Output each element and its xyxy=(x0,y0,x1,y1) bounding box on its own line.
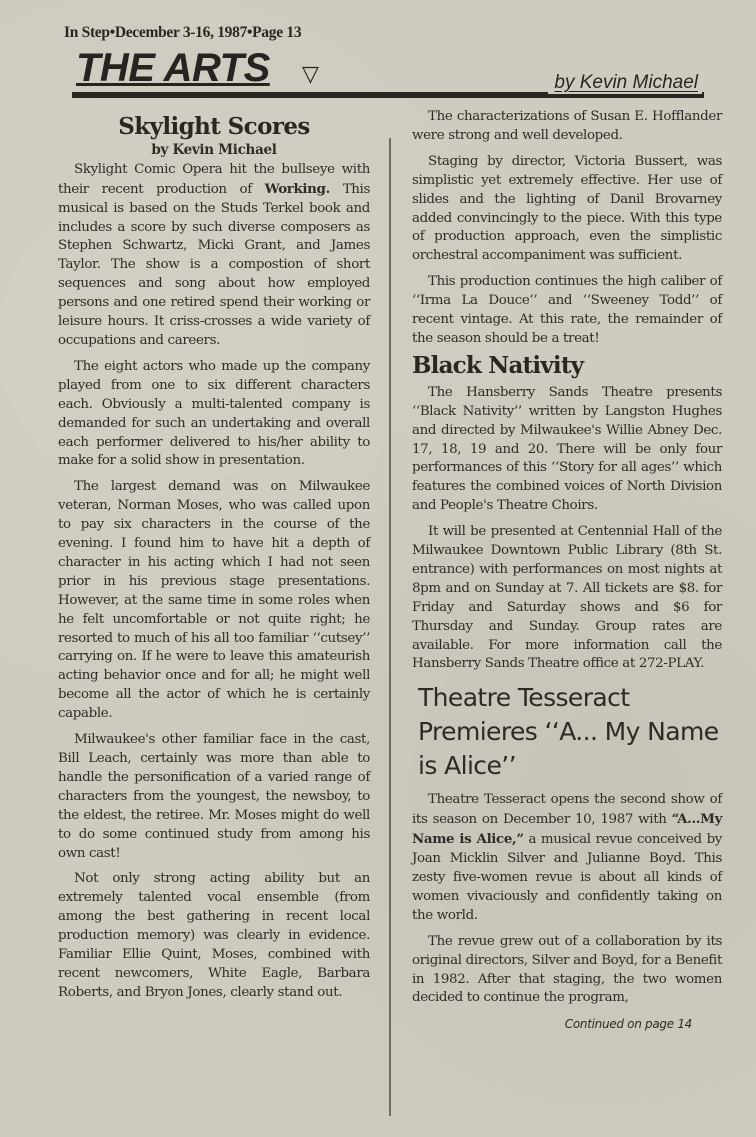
show-title: Working. xyxy=(264,180,330,197)
paragraph: The eight actors who made up the company played from one to six different characters each. Obviously a multi-talented company is demanded for such an undertaking and overall each performer delivered to his/her ability to make for a solid show in presentation. xyxy=(58,358,370,469)
paragraph: The Hansberry Sands Theatre presents ‘‘Black Nativity’’ written by Langston Hughes and directed by Milwaukee's Willie Abney Dec. 17, 18, 19 and 20. There will be only four performances of this ‘‘Story for all ages’’ which features the combined voices of North Division and People's Theatre Choirs. xyxy=(412,384,722,514)
page-folio: In Step•December 3-16, 1987•Page 13 xyxy=(64,24,302,41)
headline-black-nativity: Black Nativity xyxy=(412,351,584,379)
paragraph: The characterizations of Susan E. Hofflander were strong and well developed. xyxy=(412,109,722,143)
headline-skylight-scores: Skylight Scores xyxy=(118,113,310,140)
section-title: THE ARTS xyxy=(76,46,270,90)
column-right xyxy=(412,108,722,1034)
column-left xyxy=(58,112,370,1010)
text-run: This musical is based on the Studs Terkel book and includes a score by such diverse composers as Stephen Schwartz, Micki Grant, and James Taylor. The show is a compostion of short sequences and song about how employed persons and one retired spend their working or leisure hours. It criss-crosses a wide variety of occupations and careers. xyxy=(58,181,371,348)
masthead-byline: by Kevin Michael xyxy=(548,72,702,94)
text-run: Theatre Tesseract opens the second show of its season on December 10, 1987 with xyxy=(412,792,722,828)
paragraph: This production continues the high caliber of ‘‘Irma La Douce’’ and ‘‘Sweeney Todd’’ of recent vintage. At this rate, the remainder of the season should be a treat! xyxy=(412,274,722,346)
text-run: Skylight Comic Opera hit the bullseye with their recent production of xyxy=(58,161,370,197)
text-run: a musical revue conceived by Joan Micklin Silver and Julianne Boyd. This zesty five-women revue is about all kinds of women vivaciously and confidently taking on the world. xyxy=(412,832,723,923)
triangle-down-outline-icon: ▽ xyxy=(302,62,319,87)
paragraph: The largest demand was on Milwaukee veteran, Norman Moses, who was called upon to pay six characters in the course of the evening. I found him to have hit a depth of character in his acting which I had not seen prior in his previous stage presentations. However, at the same time in some roles when he felt uncomfortable or not quite right; he resorted to much of his all too familiar ‘‘cutsey’’ carrying on. If he were to leave this amateurish acting behavior once and for all; he might well become all the actor of which he is certainly capable. xyxy=(58,479,370,722)
column-divider xyxy=(389,138,391,1116)
paragraph: The revue grew out of a collaboration by its original directors, Silver and Boyd, for a Benefit in 1982. After that staging, the two women decided to continue the program, xyxy=(412,933,722,1006)
paragraph: Milwaukee's other familiar face in the cast, Bill Leach, certainly was more than able to handle the personification of a varied range of characters from the youngest, the newsboy, to the eldest, the retiree. Mr. Moses might do well to do some continued study from among his own cast! xyxy=(58,732,370,861)
paragraph xyxy=(58,161,370,351)
show-title: “A...My Name is Alice,” xyxy=(412,811,722,848)
paragraph: Staging by director, Victoria Bussert, was simplistic yet extremely effective. Her use of slides and the lighting of Danil Brovarney added convincingly to the piece. With this type of production approach, even the simplistic orchestral accompaniment was sufficient. xyxy=(412,153,722,264)
paragraph: It will be presented at Centennial Hall of the Milwaukee Downtown Public Library (8th St. entrance) with performances on most nights at 8pm and on Sunday at 7. All tickets are $8. for Friday and Saturday shows and $6 for Thursday and Sunday. Group rates are available. For more information call the Hansberry Sands Theatre office at 272-PLAY. xyxy=(412,524,722,672)
section-masthead xyxy=(72,46,704,102)
article-byline: by Kevin Michael xyxy=(151,141,277,158)
headline-theatre-tesseract: Theatre Tesseract Premieres ‘‘A... My Name is Alice’’ xyxy=(418,683,719,781)
paragraph: Not only strong acting ability but an extremely talented vocal ensemble (from among the best gathering in recent local production memory) was clearly in evidence. Familiar Ellie Quint, Moses, combined with recent newcomers, White Eagle, Barbara Roberts, and Bryon Jones, clearly stand out. xyxy=(58,871,370,1000)
continued-on-page-link: Continued on page 14 xyxy=(564,1017,692,1032)
paragraph xyxy=(412,791,722,925)
